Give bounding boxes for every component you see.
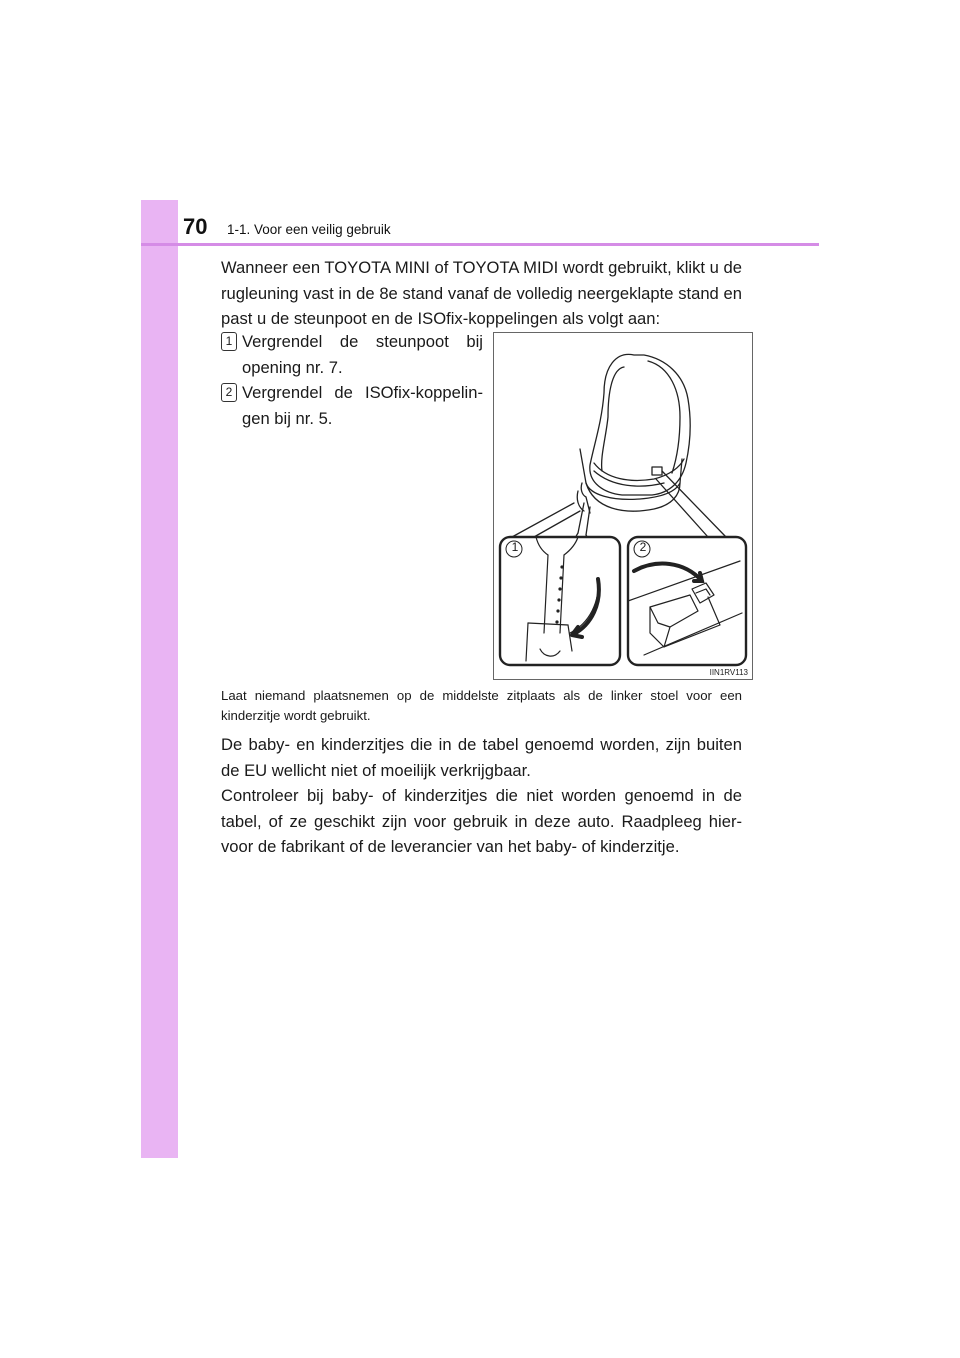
figure-code: IIN1RV113 — [709, 668, 748, 677]
step-number: 2 — [221, 383, 237, 402]
step-2 — [221, 380, 483, 432]
page-number: 70 — [183, 214, 208, 239]
step-1 — [221, 329, 483, 381]
section-title: 1-1. Voor een veilig gebruik — [227, 222, 391, 237]
callout-2: 2 — [639, 540, 647, 554]
header-rule — [141, 243, 819, 246]
chapter-sidebar — [141, 200, 178, 1158]
step-number: 1 — [221, 332, 237, 351]
note-text: Laat niemand plaatsnemen op de middelste zitplaats als de linker stoel voor een kinderzitje wordt gebruikt. — [221, 688, 742, 723]
intro-paragraph: Wanneer een TOYOTA MINI of TOYOTA MIDI wordt gebruikt, klikt u de rugleuning vast in de 8e stand vanaf de volledig neergeklapte stand en past u de steunpoot en de ISOfix-koppelingen als volgt aan: — [221, 258, 742, 328]
callout-1: 1 — [511, 540, 519, 554]
step-text: Vergrendel de steunpoot bij opening nr. 7. — [242, 332, 483, 377]
child-seat-illustration — [493, 332, 753, 680]
paragraph-availability: De baby- en kinderzitjes die in de tabel genoemd worden, zijn buiten de EU wellicht niet of moeilijk verkrijgbaar. — [221, 735, 742, 780]
paragraph-compatibility: Controleer bij baby- of kinderzitjes die niet worden genoemd in de tabel, of ze geschikt zijn voor gebruik in deze auto. Raadpleeg hier-voor de fabrikant of de leverancier van het baby- of kinderzitje. — [221, 786, 742, 856]
child-seat-drawing — [494, 333, 752, 679]
step-text: Vergrendel de ISOfix-koppelin-gen bij nr. 5. — [242, 383, 483, 428]
